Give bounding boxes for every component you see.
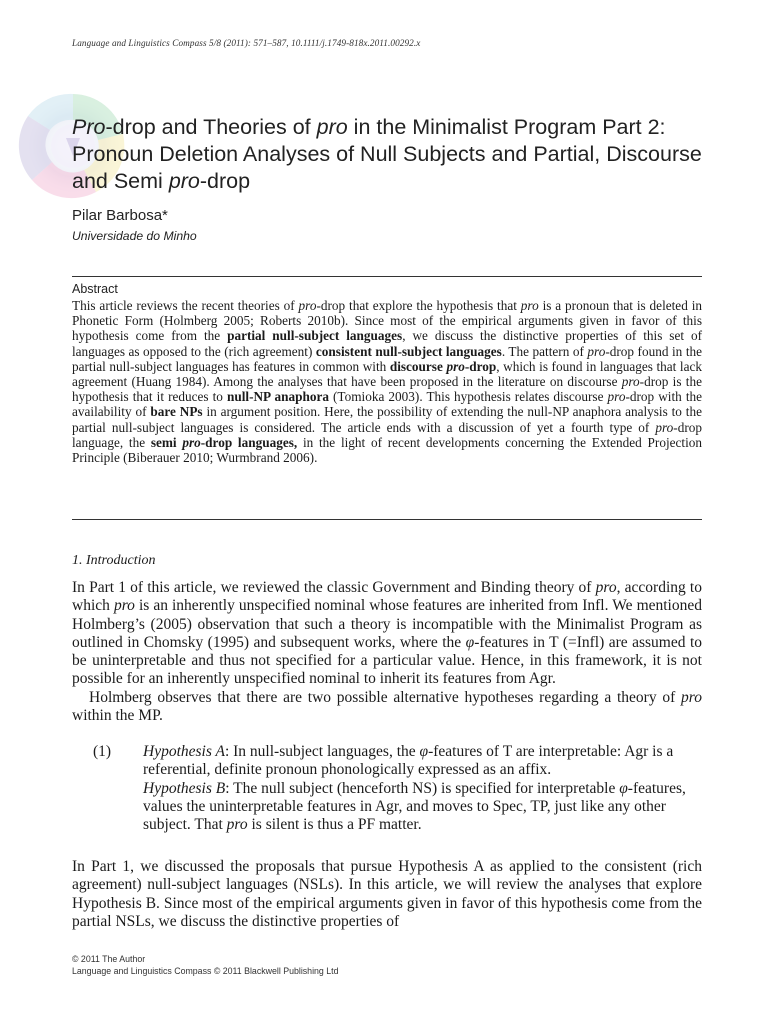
example-text: Hypothesis A: In null-subject languages, the φ-features of T are interpretable: Agr is a referential, definite pronoun phonologically expressed as an affix. Hypothesis B: The null subject (henceforth NS) is specified for interpretable φ-features, values the uninterpretable features in Agr, and moves to Spec, TP, just like any other subject. That pro is silent is thus a PF matter. bbox=[143, 743, 686, 834]
abstract-heading: Abstract bbox=[72, 282, 118, 296]
abstract-top-rule bbox=[72, 276, 702, 277]
abstract-bottom-rule bbox=[72, 519, 702, 520]
introduction-text bbox=[72, 579, 702, 725]
article-title: Pro-drop and Theories of pro in the Minimalist Program Part 2: Pronoun Deletion Analyses of Null Subjects and Partial, Discourse and Semi pro-drop bbox=[72, 115, 702, 193]
page-footer bbox=[72, 954, 338, 977]
section-heading-introduction: 1. Introduction bbox=[72, 553, 156, 568]
paragraph: In Part 1 of this article, we reviewed the classic Government and Binding theory of pro, according to which pro is an inherently unspecified nominal whose features are inherited from Infl. We mentioned Holmberg’s (2005) observation that such a theory is incompatible with the Minimalist Program as outlined in Chomsky (1995) and subsequent works, where the φ-features in T (=Infl) are assumed to be uninterpretable and thus not specified for a particular value. Hence, in this framework, it is not possible for an inherently unspecified nominal to inherit its features from Agr. bbox=[72, 579, 702, 688]
journal-citation: Language and Linguistics Compass 5/8 (2011): 571–587, 10.1111/j.1749-818x.2011.00292.x bbox=[72, 38, 421, 48]
author-affiliation: Universidade do Minho bbox=[72, 229, 197, 243]
publisher-line: Language and Linguistics Compass © 2011 Blackwell Publishing Ltd bbox=[72, 965, 339, 976]
abstract-text: This article reviews the recent theories of pro-drop that explore the hypothesis that pro is a pronoun that is deleted in Phonetic Form (Holmberg 2005; Roberts 2010b). Since most of the empirical arguments given in favor of this hypothesis come from the partial null-subject languages, we discuss the distinctive properties of this set of languages as opposed to the (rich agreement) consistent null-subject languages. The pattern of pro-drop found in the partial null-subject languages has features in common with discourse pro-drop, which is found in languages that lack agreement (Huang 1984). Among the analyses that have been proposed in the literature on discourse pro-drop is the hypothesis that it reduces to null-NP anaphora (Tomioka 2003). This hypothesis relates discourse pro-drop with the availability of bare NPs in argument position. Here, the possibility of extending the null-NP anaphora analysis to the partial null-subject languages is considered. The article ends with a discussion of yet a fourth type of pro-drop language, the semi pro-drop languages, in the light of recent developments concerning the Extended Projection Principle (Biberauer 2010; Wurmbrand 2006). bbox=[72, 298, 703, 466]
paragraph: Holmberg observes that there are two possible alternative hypotheses regarding a theory of pro within the MP. bbox=[72, 688, 702, 725]
numbered-example bbox=[93, 743, 703, 834]
author-name: Pilar Barbosa* bbox=[72, 207, 168, 224]
copyright-line: © 2011 The Author bbox=[72, 954, 146, 964]
paragraph: In Part 1, we discussed the proposals that pursue Hypothesis A as applied to the consistent (rich agreement) null-subject languages (NSLs). In this article, we will review the analyses that explore Hypothesis B. Since most of the empirical arguments given in favor of this hypothesis come from the partial NSLs, we discuss the distinctive properties of bbox=[72, 858, 702, 930]
example-number: (1) bbox=[93, 743, 112, 760]
